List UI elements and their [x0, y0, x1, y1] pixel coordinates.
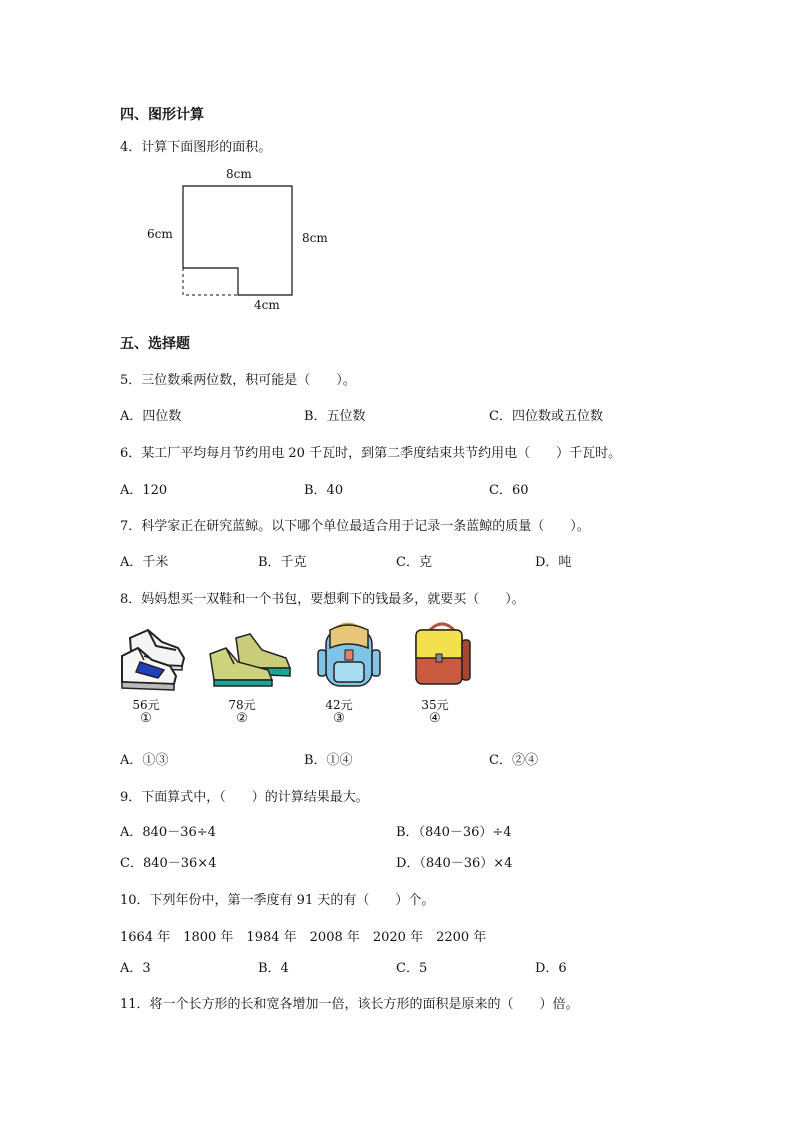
- question-9-stem: 9．下面算式中，（ ）的计算结果最大。: [120, 790, 369, 805]
- item-2-price: 78元: [228, 698, 256, 712]
- figure-bottom-label: 4cm: [254, 298, 280, 312]
- item-1-price: 56元: [132, 698, 160, 712]
- q6-option-b[interactable]: B．40: [304, 483, 344, 498]
- q10-option-d[interactable]: D．6: [535, 961, 567, 976]
- q5-option-a[interactable]: A．四位数: [120, 409, 182, 424]
- shoe-icon: [206, 624, 296, 694]
- q8-option-a[interactable]: A．①③: [120, 753, 169, 768]
- figure-right-label: 8cm: [302, 231, 328, 245]
- q8-option-c[interactable]: C．②④: [489, 753, 538, 768]
- item-4-number: ④: [429, 711, 441, 726]
- q9-option-c[interactable]: C．840－36×4: [120, 856, 217, 871]
- question-8-stem: 8．妈妈想买一双鞋和一个书包，要想剩下的钱最多，就要买（ ）。: [120, 592, 525, 607]
- q10-option-c[interactable]: C．5: [396, 961, 428, 976]
- item-2-number: ②: [236, 711, 248, 726]
- question-10-stem: 10．下列年份中，第一季度有 91 天的有（ ）个。: [120, 893, 435, 908]
- q8-option-b[interactable]: B．①④: [304, 753, 353, 768]
- question-11-stem: 11．将一个长方形的长和宽各增加一倍，该长方形的面积是原来的（ ）倍。: [120, 997, 579, 1012]
- section-5-title: 五、选择题: [120, 336, 190, 352]
- q7-option-d[interactable]: D．吨: [535, 555, 572, 570]
- question-6-stem: 6．某工厂平均每月节约用电 20 千瓦时，到第二季度结束共节约用电（ ）千瓦时。: [120, 446, 622, 461]
- q7-option-a[interactable]: A．千米: [120, 555, 169, 570]
- q10-option-b[interactable]: B．4: [258, 961, 289, 976]
- item-4-price: 35元: [421, 698, 449, 712]
- sneaker-icon: [118, 622, 188, 692]
- figure-left-label: 6cm: [147, 227, 173, 241]
- q9-option-a[interactable]: A．840－36÷4: [120, 825, 216, 840]
- q6-option-c[interactable]: C．60: [489, 483, 529, 498]
- q10-option-a[interactable]: A．3: [120, 961, 151, 976]
- q7-option-c[interactable]: C．克: [396, 555, 432, 570]
- q9-option-b[interactable]: B．（840－36）÷4: [396, 825, 512, 840]
- item-3-number: ③: [333, 711, 345, 726]
- q7-option-b[interactable]: B．千克: [258, 555, 307, 570]
- q9-option-d[interactable]: D．（840－36）×4: [396, 856, 513, 871]
- backpack-blue-icon: [316, 620, 382, 692]
- backpack-red-icon: [412, 622, 472, 688]
- l-shape-figure: [0, 0, 794, 330]
- figure-top-label: 8cm: [226, 167, 252, 181]
- q5-option-c[interactable]: C．四位数或五位数: [489, 409, 603, 424]
- question-10-years: 1664 年 1800 年 1984 年 2008 年 2020 年 2200 年: [120, 930, 487, 945]
- q5-option-b[interactable]: B．五位数: [304, 409, 366, 424]
- question-4-stem: 4．计算下面图形的面积。: [120, 140, 272, 155]
- item-1-number: ①: [140, 711, 152, 726]
- item-3-price: 42元: [325, 698, 353, 712]
- question-7-stem: 7．科学家正在研究蓝鲸。以下哪个单位最适合用于记录一条蓝鲸的质量（ ）。: [120, 519, 590, 534]
- question-5-stem: 5．三位数乘两位数，积可能是（ ）。: [120, 373, 356, 388]
- section-4-title: 四、图形计算: [120, 107, 204, 123]
- q6-option-a[interactable]: A．120: [120, 483, 168, 498]
